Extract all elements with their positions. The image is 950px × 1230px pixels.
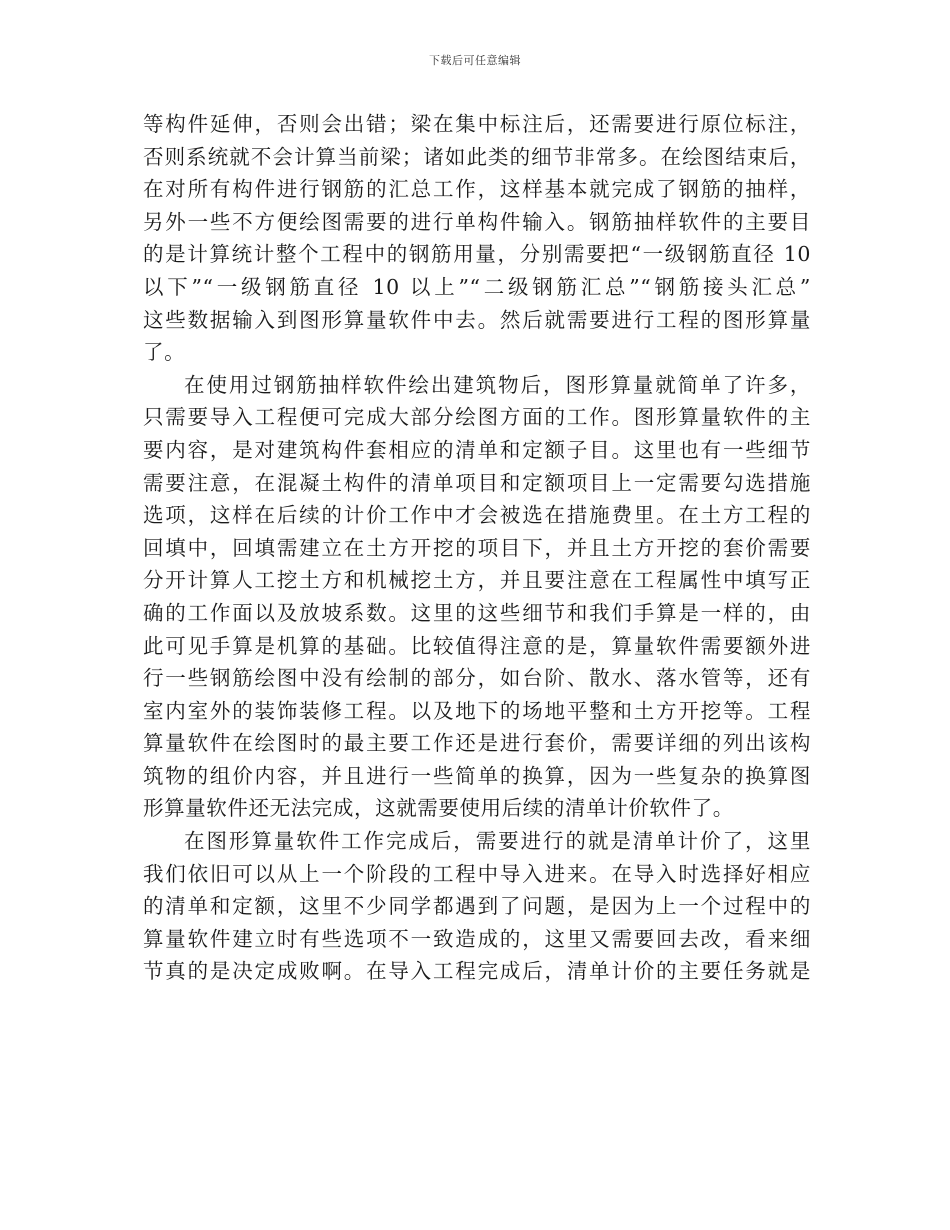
body-text <box>143 108 811 988</box>
text-line: 这些数据输入到图形算量软件中去。然后就需要进行工程的图形算量 <box>143 307 811 332</box>
text-line: 室内室外的装饰装修工程。以及地下的场地平整和土方开挖等。工程 <box>143 698 811 723</box>
text-line: 等构件延伸，否则会出错；梁在集中标注后，还需要进行原位标注， <box>143 112 811 136</box>
text-line: 在图形算量软件工作完成后，需要进行的就是清单计价了，这里 <box>184 829 811 854</box>
text-line: 否则系统就不会计算当前梁；诸如此类的细节非常多。在绘图结束后， <box>143 144 811 169</box>
text-line: 形算量软件还无法完成，这就需要使用后续的清单计价软件了。 <box>143 796 734 821</box>
text-line: 此可见手算是机算的基础。比较值得注意的是，算量软件需要额外进 <box>143 633 811 658</box>
text-line: 要内容，是对建筑构件套相应的清单和定额子目。这里也有一些细节 <box>143 437 811 462</box>
text-line: 的是计算统计整个工程中的钢筋用量，分别需要把“一级钢筋直径 10 <box>143 242 811 267</box>
text-line: 筑物的组价内容，并且进行一些简单的换算，因为一些复杂的换算图 <box>143 763 811 788</box>
text-line: 我们依旧可以从上一个阶段的工程中导入进来。在导入时选择好相应 <box>143 861 811 886</box>
text-line: 算量软件建立时有些选项不一致造成的，这里又需要回去改，看来细 <box>143 926 811 951</box>
text-line: 只需要导入工程便可完成大部分绘图方面的工作。图形算量软件的主 <box>143 405 811 430</box>
text-line: 确的工作面以及放坡系数。这里的这些细节和我们手算是一样的，由 <box>143 600 811 625</box>
text-line: 另外一些不方便绘图需要的进行单构件输入。钢筋抽样软件的主要目 <box>143 209 811 234</box>
text-line: 节真的是决定成败啊。在导入工程完成后，清单计价的主要任务就是 <box>143 959 811 984</box>
text-line: 了。 <box>143 340 186 365</box>
text-line: 分开计算人工挖土方和机械挖土方，并且要注意在工程属性中填写正 <box>143 568 811 593</box>
text-line: 在对所有构件进行钢筋的汇总工作，这样基本就完成了钢筋的抽样， <box>143 177 811 202</box>
text-line: 以下”“一级钢筋直径 10 以上”“二级钢筋汇总”“钢筋接头汇总” <box>143 274 811 299</box>
text-line: 需要注意，在混凝土构件的清单项目和定额项目上一定需要勾选措施 <box>143 470 811 495</box>
text-line: 行一些钢筋绘图中没有绘制的部分，如台阶、散水、落水管等，还有 <box>143 666 811 691</box>
page-header: 下载后可任意编辑 <box>429 54 521 67</box>
text-line: 回填中，回填需建立在土方开挖的项目下，并且土方开挖的套价需要 <box>143 535 811 560</box>
text-line: 在使用过钢筋抽样软件绘出建筑物后，图形算量就简单了许多， <box>184 372 811 397</box>
text-line: 的清单和定额，这里不少同学都遇到了问题，是因为上一个过程中的 <box>143 894 811 919</box>
text-line: 选项，这样在后续的计价工作中才会被选在措施费里。在土方工程的 <box>143 503 811 528</box>
text-line: 算量软件在绘图时的最主要工作还是进行套价，需要详细的列出该构 <box>143 731 811 756</box>
